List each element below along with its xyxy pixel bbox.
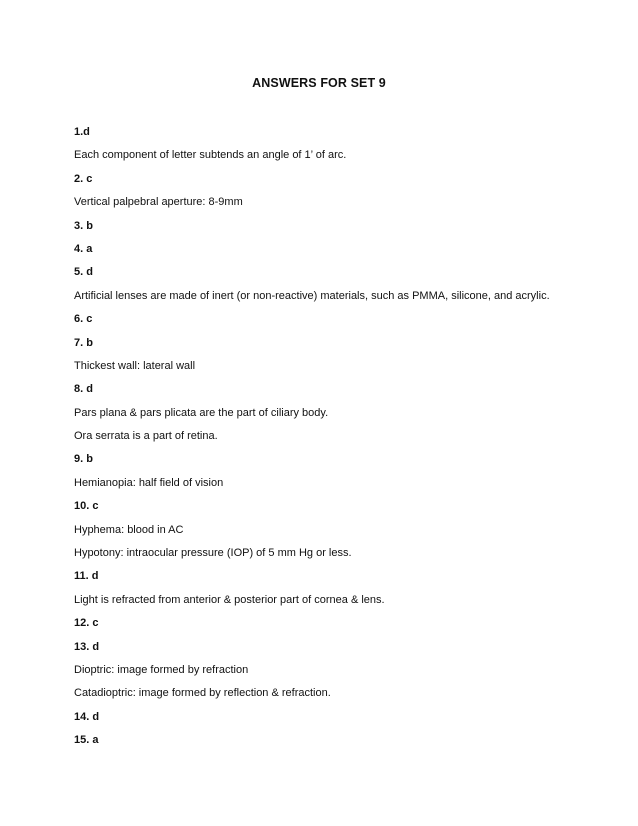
answer-explanation: Vertical palpebral aperture: 8-9mm <box>74 196 243 209</box>
answer-explanation: Hemianopia: half field of vision <box>74 476 224 489</box>
answer-list <box>74 125 594 757</box>
answer-explanation: Thickest wall: lateral wall <box>74 359 196 372</box>
answer-key: 2. c <box>74 172 93 185</box>
answer-key: 11. d <box>74 570 99 583</box>
answer-explanation: Pars plana & pars plicata are the part of ciliary body. <box>74 406 329 419</box>
answer-key: 12. c <box>74 617 99 630</box>
answer-key: 4. a <box>74 242 93 255</box>
answer-key: 15. a <box>74 734 99 747</box>
page-title: ANSWERS FOR SET 9 <box>252 76 386 90</box>
answer-key: 3. b <box>74 219 93 232</box>
answer-key: 7. b <box>74 336 93 349</box>
answer-key: 6. c <box>74 313 93 326</box>
answer-explanation: Artificial lenses are made of inert (or non-reactive) materials, such as PMMA, silicone, and acrylic. <box>74 289 550 302</box>
answer-explanation: Hyphema: blood in AC <box>74 523 184 536</box>
answer-key: 1.d <box>74 126 90 138</box>
answer-explanation: Catadioptric: image formed by reflection & refraction. <box>74 687 331 700</box>
answer-explanation: Each component of letter subtends an angle of 1’ of arc. <box>74 149 347 162</box>
answer-explanation: Dioptric: image formed by refraction <box>74 663 249 676</box>
answer-key: 5. d <box>74 266 93 279</box>
answer-key: 8. d <box>74 383 93 396</box>
answer-key: 13. d <box>74 640 100 653</box>
answer-explanation: Light is refracted from anterior & posterior part of cornea & lens. <box>74 593 385 606</box>
answer-explanation: Ora serrata is a part of retina. <box>74 430 218 443</box>
answer-key: 9. b <box>74 453 93 466</box>
answer-explanation: Hypotony: intraocular pressure (IOP) of 5 mm Hg or less. <box>74 547 352 560</box>
answer-key: 10. c <box>74 500 99 513</box>
answer-key: 14. d <box>74 710 100 723</box>
